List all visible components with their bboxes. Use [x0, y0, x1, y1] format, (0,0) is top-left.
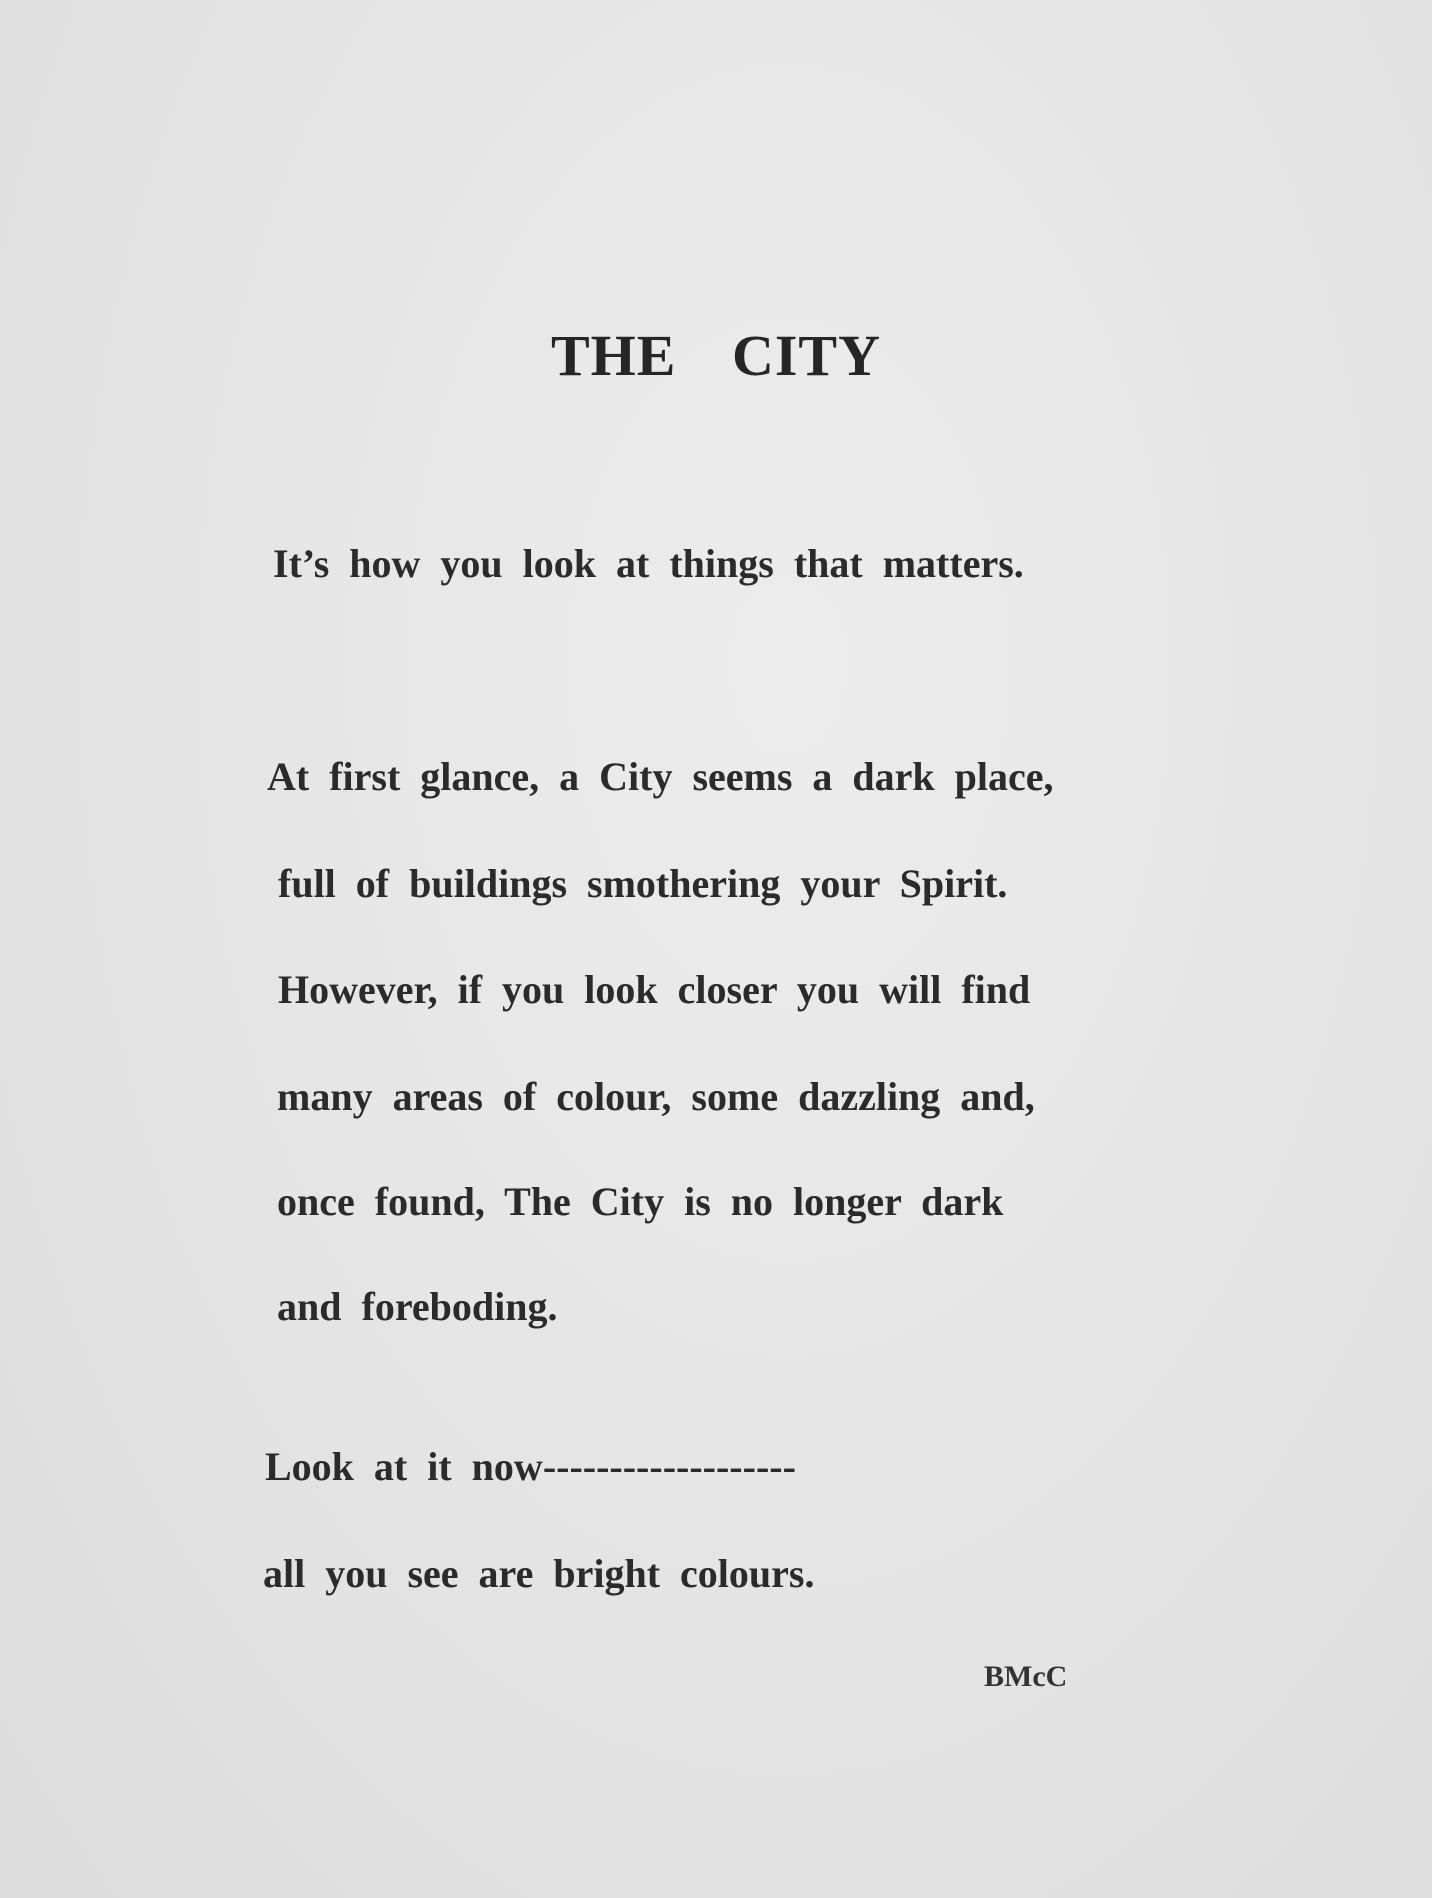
poem-line: many areas of colour, some dazzling and, — [277, 1074, 1035, 1119]
poem-line: and foreboding. — [277, 1284, 558, 1329]
poem-line: Look at it now------------------- — [265, 1444, 796, 1489]
author-signature: BMcC — [984, 1660, 1068, 1693]
poem-line: At first glance, a City seems a dark place, — [267, 754, 1054, 799]
poem-line: full of buildings smothering your Spirit. — [278, 861, 1008, 906]
poem-title: THE CITY — [550, 323, 881, 388]
poem-intro-line: It’s how you look at things that matters. — [273, 541, 1024, 586]
poem-line: once found, The City is no longer dark — [277, 1179, 1004, 1224]
poem-line: all you see are bright colours. — [263, 1551, 815, 1596]
poem-line: However, if you look closer you will find — [278, 967, 1031, 1012]
